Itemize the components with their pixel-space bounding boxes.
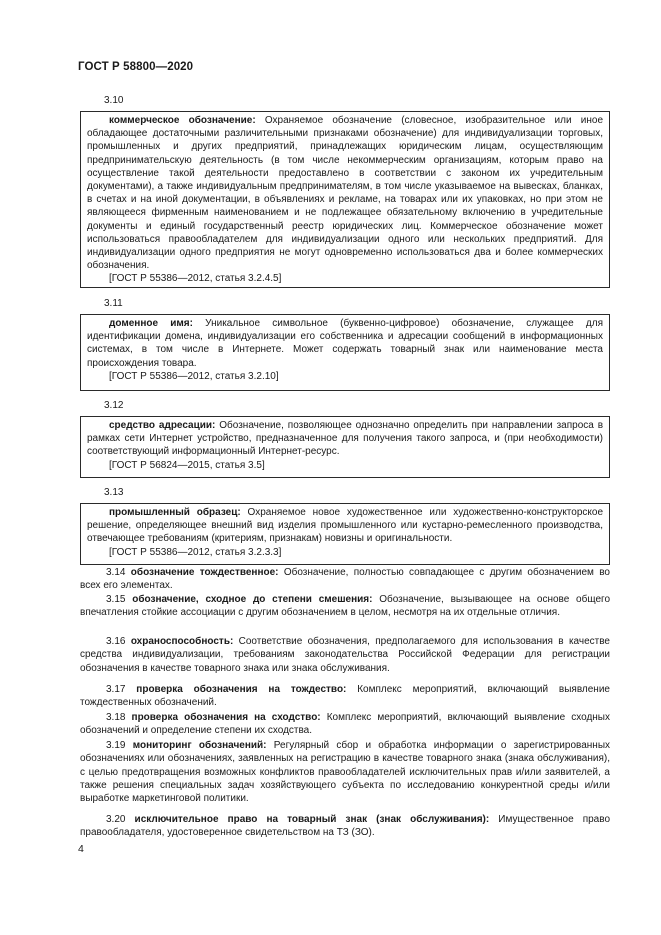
term-paragraph	[80, 566, 610, 593]
term-definition	[87, 506, 603, 546]
term-number: 3.17	[106, 684, 126, 695]
definition-text: Охраняемое новое художественное или художественно-конструкторское решение, определяющее внешний вид изделия промышленного или кустарно-ремесленного производства, отвечающее требованиям (критериям, признакам) новизны и оригинальности.	[87, 507, 604, 545]
term-name: средство адресации:	[109, 420, 216, 431]
definition-text: Обозначение, вызывающее на основе общего впечатления стойкие ассоциации с другим обозначением в целом, несмотря на их отдельные отличия.	[80, 594, 611, 619]
term-name: охраноспособность:	[130, 636, 234, 647]
term-paragraph	[80, 635, 610, 675]
term-number: 3.19	[106, 740, 126, 751]
term-paragraph	[80, 739, 610, 805]
definition-text: Охраняемое обозначение (словесное, изобразительное или иное обладающее достаточными различительными признаками обозначение) для индивидуализации торговых, промышленных и других предприятий, принадлежащих юридическим лицам, осуществляющим предпринимательскую деятельность (в том числе некоммерческим организациям, которым право на осуществление такой деятельности предоставлено в соответствии с законом их учредительным документами), а также индивидуальным предпринимателям, в том числе указываемое на вывесках, бланках, в счетах и на иной документации, в объявлениях и рекламе, на товарах или их упаковках, но при этом не являющееся фирменным наименованием и не подлежащее обязательному включению в учредительные документы и единый государственный реестр юридических лиц. Коммерческое обозначение может использоваться правообладателем для индивидуализации одного или нескольких предприятий. Для индивидуализации одного предприятия не могут одновременно использоваться два и более коммерческих обозначения.	[87, 115, 604, 272]
page-number: 4	[78, 843, 84, 855]
definition-text: Регулярный сбор и обработка информации о зарегистрированных обозначениях или обозначениях, заявленных на регистрацию в качестве товарного знака (знака обслуживания), с целью предотвращения возможных конфликтов правообладателей исключительных прав и/или заявителей, а также решения специальных задач хозяйствующего субъекта по исследованию конкурентной среды и/или выработке маркетинговой политики.	[80, 740, 611, 805]
term-name: обозначение тождественное:	[130, 567, 279, 578]
term-box	[80, 416, 610, 478]
term-definition	[87, 114, 603, 272]
term-paragraph	[80, 711, 610, 738]
term-box	[80, 503, 610, 565]
term-number: 3.14	[106, 567, 126, 578]
term-number: 3.15	[106, 594, 126, 605]
page-header-title: ГОСТ Р 58800—2020	[78, 61, 194, 73]
term-source: [ГОСТ Р 55386—2012, статья 3.2.3.3]	[109, 546, 282, 558]
term-source: [ГОСТ Р 56824—2015, статья 3.5]	[109, 459, 265, 471]
definition-text: Обозначение, позволяющее однозначно определить при направлении запроса в рамках сети Интернет устройство, предназначенное для получения такого запроса, и (при необходимости) соответствующий информационный Интернет-ресурс.	[87, 420, 604, 458]
term-number: 3.11	[104, 298, 123, 309]
definition-text: Имущественное право правообладателя, удостоверенное свидетельством на ТЗ (ЗО).	[80, 814, 611, 839]
term-name: исключительное право на товарный знак (знак обслуживания):	[134, 814, 490, 825]
term-paragraph	[80, 683, 610, 710]
term-number: 3.18	[106, 712, 126, 723]
definition-text: Соответствие обозначения, предполагаемого для использования в качестве средства индивидуализации, требованиям законодательства Российской Федерации для регистрации обозначения в качестве товарного знака или знака обслуживания.	[80, 636, 610, 674]
term-box	[80, 314, 610, 391]
term-name: коммерческое обозначение:	[109, 115, 256, 126]
term-number: 3.12	[104, 400, 124, 411]
definition-text: Комплекс мероприятий, включающий выявление сходных обозначений и определение степени их сходства.	[80, 712, 610, 737]
term-name: мониторинг обозначений:	[132, 740, 267, 751]
definition-text: Комплекс мероприятий, включающий выявление тождественных обозначений.	[80, 684, 610, 709]
term-number: 3.13	[104, 487, 124, 498]
term-box	[80, 111, 610, 288]
term-definition	[87, 317, 603, 370]
term-number: 3.10	[104, 95, 124, 106]
term-name: проверка обозначения на сходство:	[131, 712, 321, 723]
term-name: проверка обозначения на тождество:	[136, 684, 347, 695]
definition-text: Уникальное символьное (буквенно-цифровое) обозначение, служащее для идентификации домена, индивидуализации его собственника и адресации сообщений в информационных системах, в том числе в Интернете. Может содержать товарный знак или наименование места происхождения товара.	[87, 318, 603, 369]
term-source: [ГОСТ Р 55386—2012, статья 3.2.10]	[109, 370, 279, 382]
term-definition	[87, 419, 603, 459]
term-number: 3.20	[106, 814, 126, 825]
term-number: 3.16	[106, 636, 126, 647]
term-name: доменное имя:	[109, 318, 193, 329]
term-source: [ГОСТ Р 55386—2012, статья 3.2.4.5]	[109, 273, 282, 285]
term-name: промышленный образец:	[109, 507, 241, 518]
definition-text: Обозначение, полностью совпадающее с другим обозначением во всех его элементах.	[80, 567, 610, 592]
term-paragraph	[80, 813, 610, 840]
term-paragraph	[80, 593, 610, 620]
term-name: обозначение, сходное до степени смешения:	[132, 594, 373, 605]
